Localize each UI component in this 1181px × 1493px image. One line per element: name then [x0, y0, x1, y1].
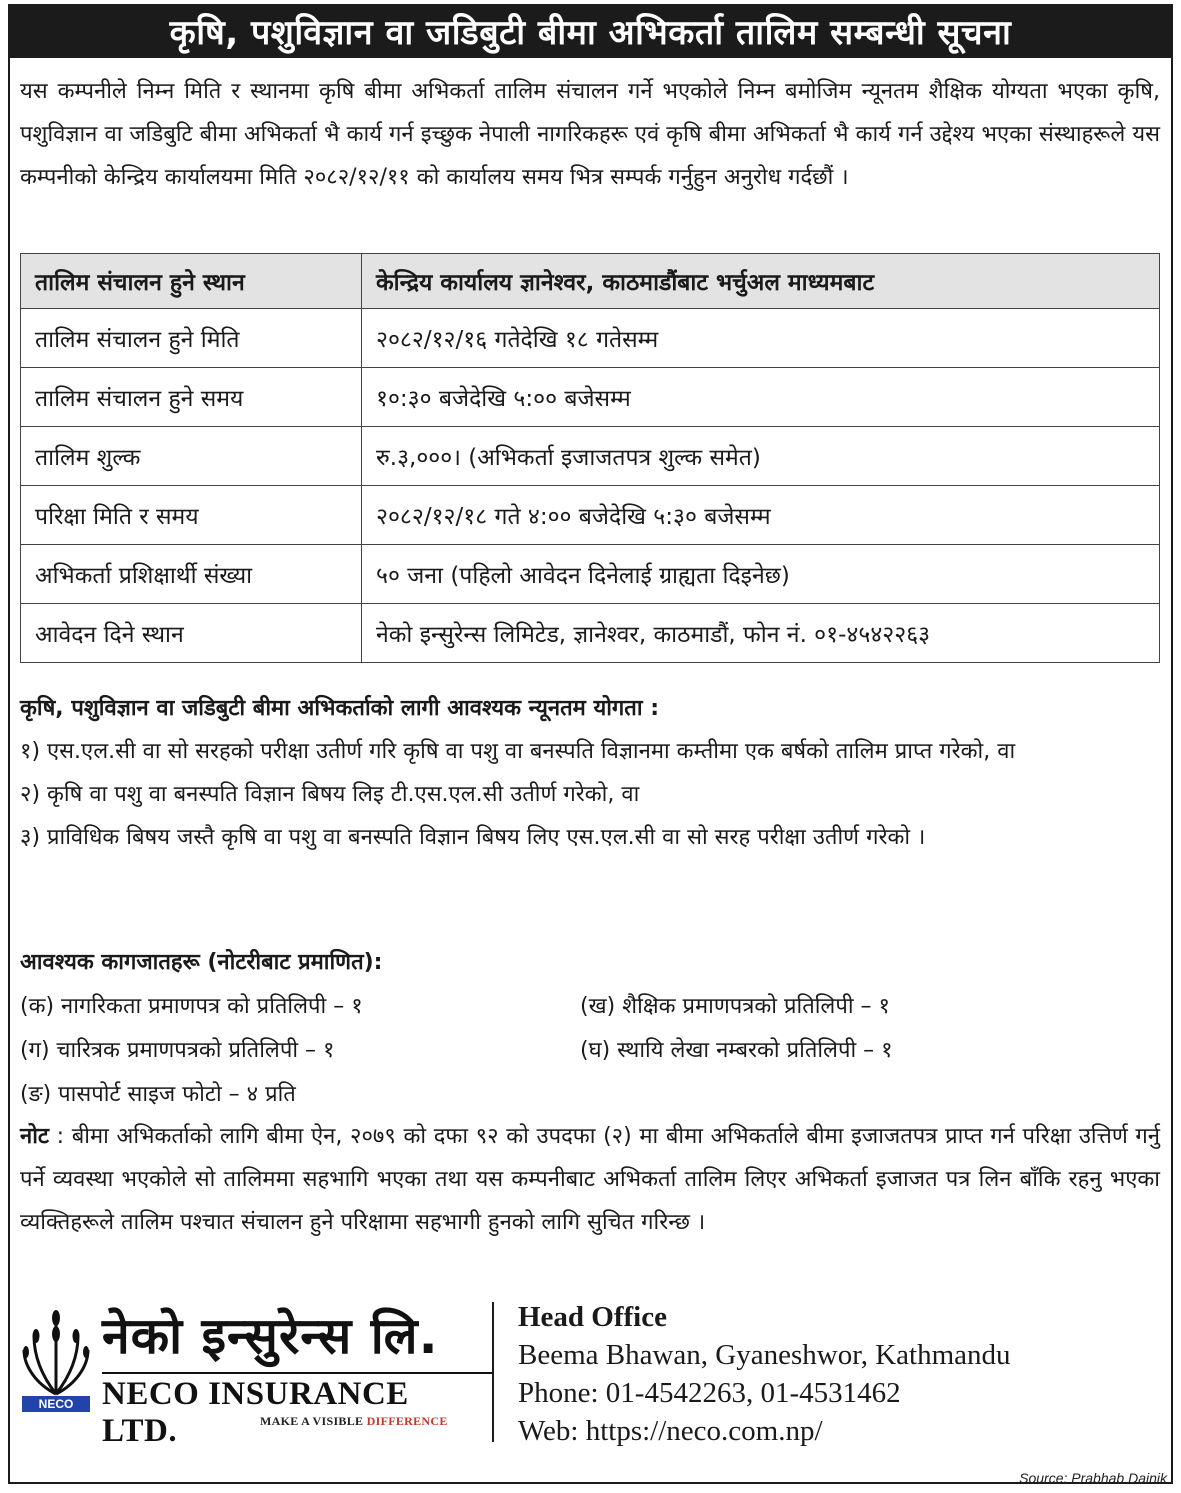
list-item: (ग) चारित्रक प्रमाणपत्रको प्रतिलिपी – १ [20, 1038, 335, 1063]
intro-paragraph: यस कम्पनीले निम्न मिति र स्थानमा कृषि बीमा अभिकर्ता तालिम संचालन गर्ने भएकोले निम्न बमोजिम न्यूनतम शैक्षिक योग्यता भएका कृषि, पशुविज्ञान वा जडिबुटि बीमा अभिकर्ता भै कार्य गर्न इच्छुक नेपाली नागरिकहरू एवं कृषि बीमा अभिकर्ता भै कार्य गर्न उद्देश्य भएका संस्थाहरूले यस कम्पनीको केन्द्रिय कार्यालयमा मिति २०८२/१२/११ को कार्यालय समय भित्र सम्पर्क गर्नुहुन अनुरोध गर्दछौं । [20, 79, 1160, 190]
table-cell: ५० जना (पहिलो आवेदन दिनेलाई ग्राह्यता दिइनेछ) [362, 545, 1160, 604]
table-row [21, 486, 1160, 545]
list-item: (ख) शैक्षिक प्रमाणपत्रको प्रतिलिपी – १ [580, 994, 890, 1019]
note-text: : बीमा अभिकर्ताको लागि बीमा ऐन, २०७९ को दफा ९२ को उपदफा (२) मा बीमा अभिकर्ताले बीमा इजाजतपत्र प्राप्त गर्न परिक्षा उत्तिर्ण गर्नु पर्ने व्यवस्था भएकोले सो तालिममा सहभागि भएका तथा यस कम्पनीबाट अभिकर्ता तालिम लिएर अभिकर्ता इजाजत पत्र लिन बाँकि रहनु भएका व्यक्तिहरूले तालिम पश्चात संचालन हुने परिक्षामा सहभागी हुनको लागि सुचित गरिन्छ । [20, 1124, 1160, 1235]
head-office-phone: Phone: 01-4542263, 01-4531462 [518, 1377, 901, 1409]
notice-title: कृषि, पशुविज्ञान वा जडिबुटी बीमा अभिकर्ता तालिम सम्बन्धी सूचना [8, 4, 1173, 58]
documents-list [20, 985, 1160, 1117]
table-cell: परिक्षा मिति र समय [21, 486, 362, 545]
note-label: नोट [20, 1124, 49, 1149]
qualification-heading: कृषि, पशुविज्ञान वा जडिबुटी बीमा अभिकर्ताको लागी आवश्यक न्यूनतम योगता : [20, 696, 659, 721]
list-item: (क) नागरिकता प्रमाणपत्र को प्रतिलिपी – १ [20, 994, 363, 1019]
table-header-row [21, 254, 1160, 309]
table-cell: केन्द्रिय कार्यालय ज्ञानेश्वर, काठमाडौंबाट भर्चुअल माध्यमबाट [362, 254, 1160, 309]
table-row [21, 427, 1160, 486]
table-row [21, 368, 1160, 427]
list-item: (घ) स्थायि लेखा नम्बरको प्रतिलिपी – १ [580, 1038, 893, 1063]
tagline-highlight: DIFFERENCE [366, 1414, 448, 1428]
table-cell: आवेदन दिने स्थान [21, 604, 362, 663]
table-cell: तालिम शुल्क [21, 427, 362, 486]
training-info-table [20, 253, 1160, 663]
table-cell: रु.३,०००। (अभिकर्ता इजाजतपत्र शुल्क समेत) [362, 427, 1160, 486]
list-item: १) एस.एल.सी वा सो सरहको परीक्षा उतीर्ण गरि कृषि वा पशु वा बनस्पति विज्ञानमा कम्तीमा एक बर्षको तालिम प्राप्त गरेको, वा [20, 739, 1016, 764]
table-row [21, 604, 1160, 663]
documents-row [20, 1029, 1160, 1073]
head-office-block [518, 1298, 1158, 1450]
note-paragraph [20, 1115, 1160, 1244]
table-cell: तालिम संचालन हुने मिति [21, 309, 362, 368]
documents-row [20, 985, 1160, 1029]
documents-heading: आवश्यक कागजातहरू (नोटरीबाट प्रमाणित): [20, 950, 383, 975]
company-tagline [260, 1414, 448, 1429]
list-item: २) कृषि वा पशु वा बनस्पति विज्ञान बिषय लिइ टी.एस.एल.सी उतीर्ण गरेको, वा [20, 782, 640, 807]
table-row [21, 545, 1160, 604]
table-row [21, 309, 1160, 368]
wheat-emblem-icon [20, 1306, 92, 1398]
logo-tag: NECO [22, 1396, 90, 1412]
tagline-part: MAKE A VISIBLE [260, 1414, 367, 1428]
list-item: (ङ) पासपोर्ट साइज फोटो – ४ प्रति [20, 1082, 296, 1107]
company-logo [20, 1300, 480, 1449]
qualification-list [20, 730, 1160, 859]
company-name-np: नेको इन्सुरेन्स लि. [102, 1307, 439, 1365]
logo-divider [102, 1372, 492, 1374]
head-office-address: Beema Bhawan, Gyaneshwor, Kathmandu [518, 1339, 1011, 1371]
table-cell: तालिम संचालन हुने स्थान [21, 254, 362, 309]
table-cell: नेको इन्सुरेन्स लिमिटेड, ज्ञानेश्वर, काठमाडौं, फोन नं. ०१-४५४२२६३ [362, 604, 1160, 663]
documents-row [20, 1073, 1160, 1117]
table-cell: २०८२/१२/१८ गते ४:०० बजेदेखि ५:३० बजेसम्म [362, 486, 1160, 545]
table-cell: १०:३० बजेदेखि ५:०० बजेसम्म [362, 368, 1160, 427]
table-cell: २०८२/१२/१६ गतेदेखि १८ गतेसम्म [362, 309, 1160, 368]
company-name-en: NECO INSURANCE LTD. [102, 1376, 409, 1449]
list-item: ३) प्राविधिक बिषय जस्तै कृषि वा पशु वा बनस्पति विज्ञान बिषय लिए एस.एल.सी वा सो सरह परीक्षा उतीर्ण गरेको । [20, 825, 926, 850]
footer-divider [492, 1302, 494, 1442]
table-cell: तालिम संचालन हुने समय [21, 368, 362, 427]
table-cell: अभिकर्ता प्रशिक्षार्थी संख्या [21, 545, 362, 604]
head-office-web[interactable]: Web: https://neco.com.np/ [518, 1415, 823, 1447]
head-office-title: Head Office [518, 1301, 667, 1333]
source-credit: Source: Prabhab Dainik [1019, 1470, 1167, 1486]
